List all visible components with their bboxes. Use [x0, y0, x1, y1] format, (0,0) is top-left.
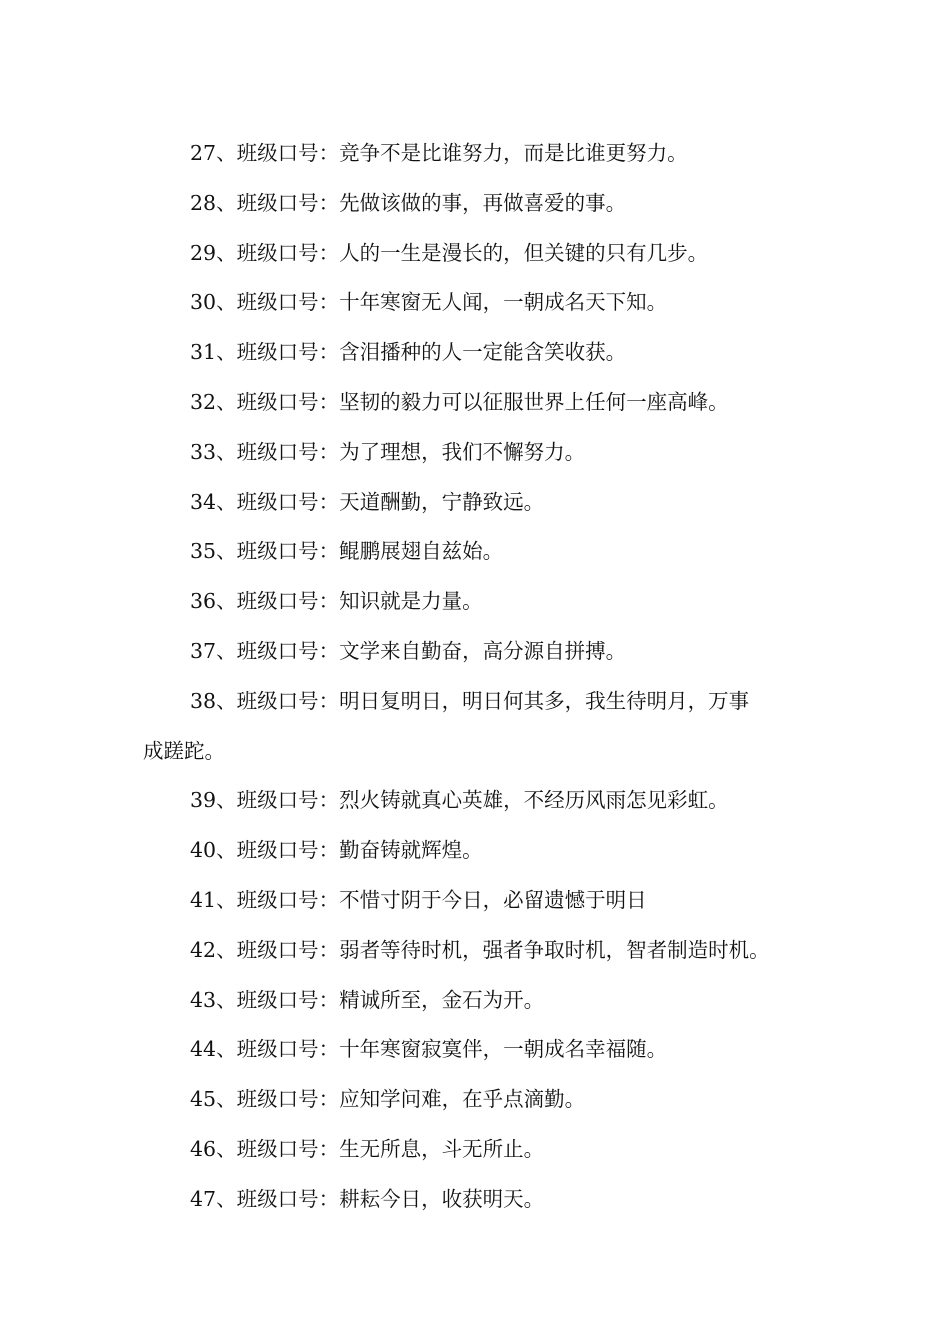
slogan-line: 43、班级口号：精诚所至，金石为开。: [190, 987, 545, 1012]
slogan-line-continuation: 成蹉跎。: [143, 738, 225, 763]
slogan-line: 33、班级口号：为了理想，我们不懈努力。: [190, 439, 586, 464]
slogan-line: 28、班级口号：先做该做的事，再做喜爱的事。: [190, 190, 627, 215]
slogan-line: 38、班级口号：明日复明日，明日何其多，我生待明月，万事: [190, 688, 750, 713]
slogan-line: 29、班级口号：人的一生是漫长的，但关键的只有几步。: [190, 240, 709, 265]
slogan-line: 37、班级口号：文学来自勤奋，高分源自拼搏。: [190, 638, 627, 663]
slogan-line: 35、班级口号：鲲鹏展翅自兹始。: [190, 539, 504, 564]
slogan-line: 42、班级口号：弱者等待时机，强者争取时机，智者制造时机。: [190, 937, 770, 962]
slogan-line: 47、班级口号：耕耘今日，收获明天。: [190, 1186, 545, 1211]
slogan-line: 31、班级口号：含泪播种的人一定能含笑收获。: [190, 340, 627, 365]
slogan-line: 32、班级口号：坚韧的毅力可以征服世界上任何一座高峰。: [190, 389, 729, 414]
slogan-line: 27、班级口号：竞争不是比谁努力，而是比谁更努力。: [190, 141, 688, 165]
slogan-line: 41、班级口号：不惜寸阴于今日，必留遗憾于明日: [190, 887, 647, 912]
slogan-line: 39、班级口号：烈火铸就真心英雄，不经历风雨怎见彩虹。: [190, 788, 729, 813]
slogan-line: 45、班级口号：应知学问难，在乎点滴勤。: [190, 1087, 586, 1112]
slogan-line: 40、班级口号：勤奋铸就辉煌。: [190, 838, 483, 863]
slogan-line: 34、班级口号：天道酬勤，宁静致远。: [190, 489, 545, 514]
slogan-line: 30、班级口号：十年寒窗无人闻，一朝成名天下知。: [190, 290, 668, 315]
slogan-list: [143, 129, 813, 1225]
slogan-line: 46、班级口号：生无所息，斗无所止。: [190, 1136, 545, 1161]
slogan-line: 44、班级口号：十年寒窗寂寞伴，一朝成名幸福随。: [190, 1037, 668, 1062]
slogan-line: 36、班级口号：知识就是力量。: [190, 589, 483, 614]
